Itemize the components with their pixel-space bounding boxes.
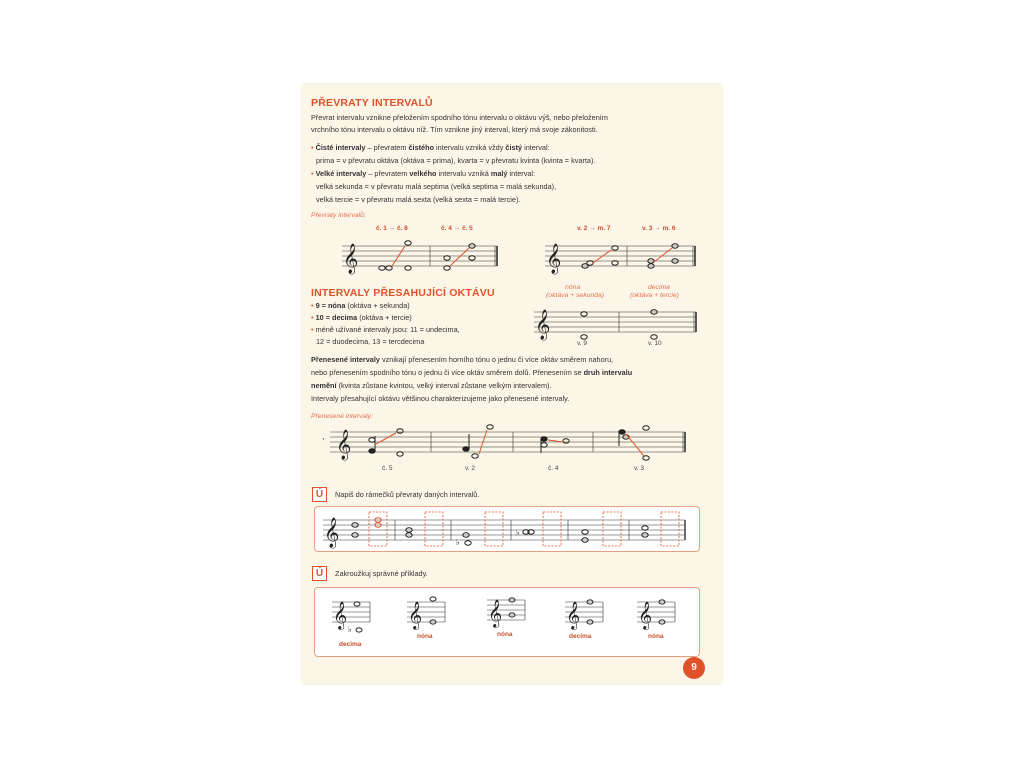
page-number: 9: [683, 657, 705, 679]
label-nona-sub: (oktáva + sekunda): [546, 292, 604, 299]
prenesene-label-c5: č. 5: [382, 465, 393, 472]
prenesene-label-v3: v. 3: [634, 465, 644, 472]
exercise-1-instruction: Napiš do rámečků převraty daných intervalů.: [335, 490, 480, 499]
textbook-page: [302, 84, 722, 684]
prenesene-p1: Přenesené intervaly vznikají přenesením horního tónu o jednu či více oktáv směrem nahoru,: [311, 355, 614, 364]
svg-text:,: ,: [322, 431, 325, 441]
label-v9: v. 9: [577, 340, 587, 347]
staff-prevraty-right: [545, 242, 705, 274]
ex-label-c1: č. 1 → č. 8: [376, 225, 408, 232]
label-v10: v. 10: [648, 340, 662, 347]
svg-text:♭: ♭: [456, 538, 460, 547]
answer-box[interactable]: [603, 512, 621, 546]
exercise-2-frame: [314, 587, 700, 657]
staff-prevraty-left: [342, 242, 502, 274]
exercise-badge-2: Ú: [312, 566, 327, 581]
example-label-prenesene: Přenesené intervaly:: [311, 413, 373, 420]
label-decima-sub: (oktáva + tercie): [630, 292, 679, 299]
treble-clef-icon: 𝄞: [324, 518, 340, 548]
svg-text:𝄞: 𝄞: [638, 601, 653, 629]
treble-clef-icon: 𝄞: [535, 310, 551, 340]
answer-box[interactable]: [661, 512, 679, 546]
answer-box[interactable]: [543, 512, 561, 546]
svg-text:𝄞: 𝄞: [333, 601, 348, 629]
label-decima: decima: [648, 284, 670, 291]
bullet-velke-detail-1: velká sekunda = v převratu malá septima (velká septima = malá sekunda),: [316, 182, 557, 191]
prenesene-p2: nebo přenesením spodního tónu o jednu či více oktáv směrem dolů. Přenesením se druh intervalu: [311, 368, 633, 377]
ex-label-v3: v. 3 → m. 6: [642, 225, 676, 232]
answer-box[interactable]: [485, 512, 503, 546]
exercise-2-staves: [315, 588, 699, 656]
prenesene-label-c4: č. 4: [548, 465, 559, 472]
svg-text:♭: ♭: [348, 625, 352, 634]
intro-line-2: vrchního tónu intervalu o oktávu níž. Tím vznikne jiný interval, který má svoje zákonitosti.: [311, 125, 598, 134]
bullet-ciste: • Čisté intervaly – převratem čistého intervalu vzniká vždy čistý interval:: [311, 143, 550, 152]
answer-box[interactable]: [425, 512, 443, 546]
prenesene-label-v2: v. 2: [465, 465, 475, 472]
svg-text:𝄞: 𝄞: [408, 601, 423, 629]
treble-clef-icon: 𝄞: [546, 244, 562, 274]
exercise-1-staff: [323, 515, 693, 548]
exercise-1-frame: [314, 506, 700, 552]
ex-label-v2: v. 2 → m. 7: [577, 225, 611, 232]
label-nona: nóna: [565, 284, 581, 291]
treble-clef-icon: 𝄞: [336, 430, 352, 460]
answer-label-2: nóna: [417, 633, 433, 640]
prenesene-p3: nemění (kvinta zůstane kvintou, velký interval zůstane velkým intervalem).: [311, 381, 552, 390]
treble-clef-icon: 𝄞: [343, 244, 359, 274]
section-title-prevraty: PŘEVRATY INTERVALŮ: [311, 97, 433, 109]
exercise-2-instruction: Zakroužkuj správné příklady.: [335, 569, 428, 578]
staff-prenesene: [322, 424, 690, 464]
svg-text:𝄞: 𝄞: [566, 601, 581, 629]
intro-line-1: Převrat intervalu vznikne přeložením spodního tónu intervalu o oktávu výš, nebo přeložením: [311, 113, 608, 122]
answer-label-4: decima: [569, 633, 592, 640]
answer-label-1: decima: [339, 641, 362, 648]
item-decima: • 10 = decima (oktáva + tercie): [311, 313, 412, 322]
svg-text:♭: ♭: [516, 528, 520, 537]
staff-presahujici: [534, 306, 704, 340]
answer-box[interactable]: [369, 512, 387, 546]
bullet-velke-detail-2: velká tercie = v převratu malá sexta (velká sexta = malá tercie).: [316, 195, 521, 204]
bullet-velke: • Velké intervaly – převratem velkého intervalu vzniká malý interval:: [311, 169, 536, 178]
item-nona: • 9 = nóna (oktáva + sekunda): [311, 301, 410, 310]
bullet-ciste-detail: prima = v převratu oktáva (oktáva = prima), kvarta = v převratu kvinta (kvinta = kvarta).: [316, 156, 596, 165]
example-label-prevraty: Převraty intervalů:: [311, 212, 366, 219]
exercise-badge-1: Ú: [312, 487, 327, 502]
svg-text:𝄞: 𝄞: [488, 599, 503, 627]
section-title-presahujici: INTERVALY PŘESAHUJÍCÍ OKTÁVU: [311, 287, 495, 299]
item-other-2: 12 = duodecima, 13 = tercdecima: [316, 337, 425, 346]
answer-label-5: nóna: [648, 633, 664, 640]
prenesene-p4: Intervaly přesahující oktávu většinou charakterizujeme jako přenesené intervaly.: [311, 394, 570, 403]
ex-label-c4: č. 4 → č. 5: [441, 225, 473, 232]
item-other: • méně užívané intervaly jsou: 11 = undecima,: [311, 325, 460, 334]
answer-label-3: nóna: [497, 631, 513, 638]
